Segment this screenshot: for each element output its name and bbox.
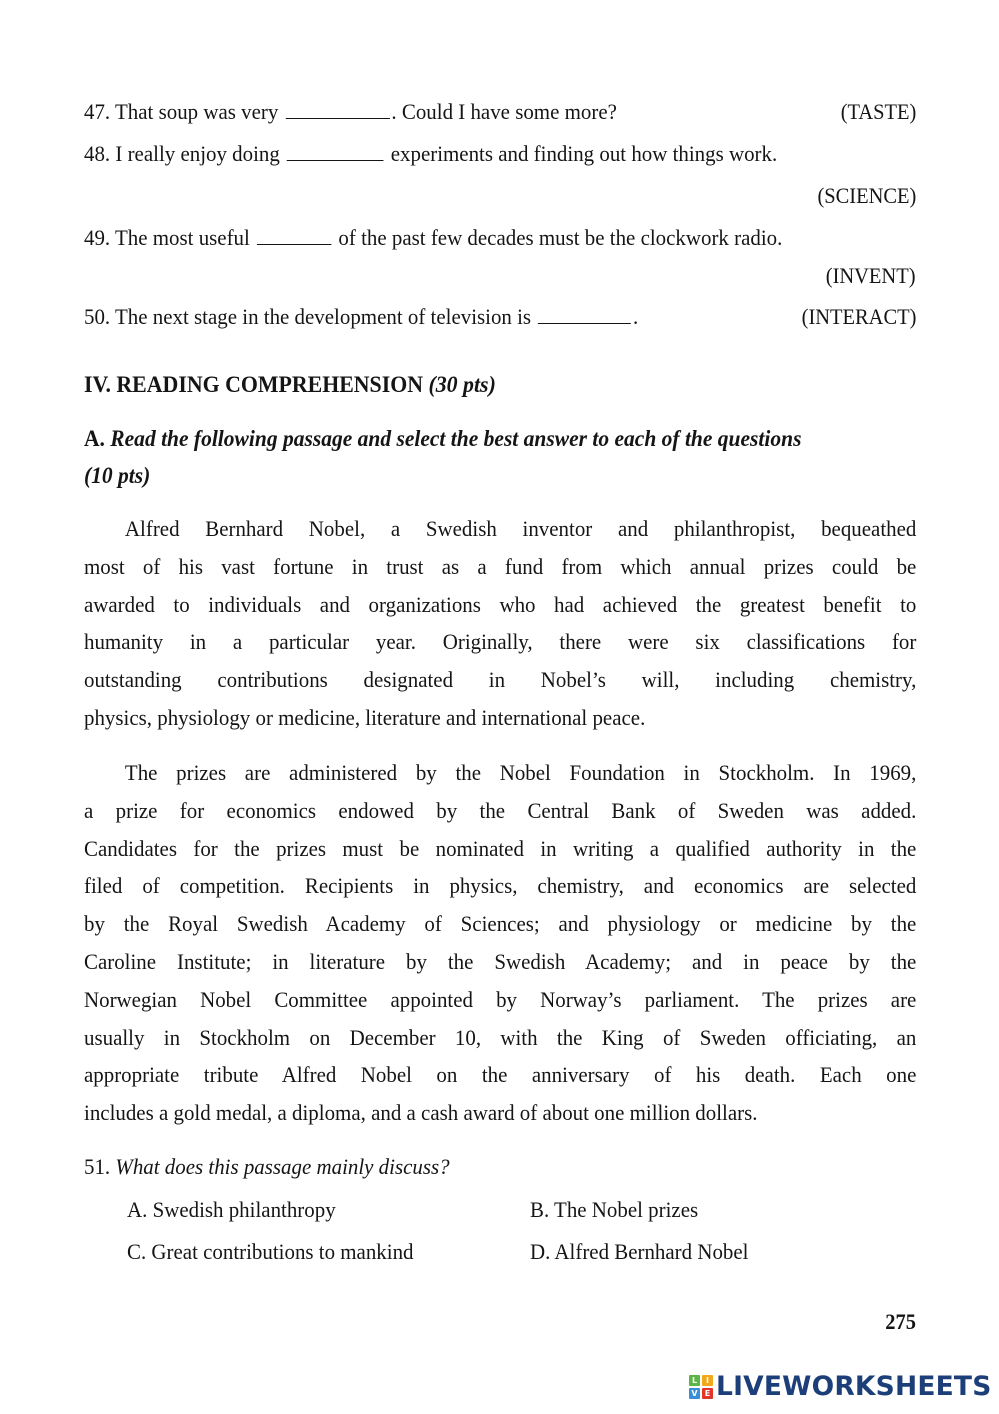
passage-line: by the Royal Swedish Academy of Sciences; and physiology or medicine by the: [84, 911, 917, 937]
item-text-after: .: [633, 304, 639, 329]
exercise-item-47: [84, 97, 858, 127]
exercise-item-50: [84, 302, 858, 332]
word-hint-47: (TASTE): [840, 99, 916, 124]
item-number: 47.: [84, 99, 111, 124]
passage-line: usually in Stockholm on December 10, with the King of Sweden officiating, an: [84, 1024, 917, 1050]
passage-line: physics, physiology or medicine, literature and international peace.: [84, 704, 646, 730]
passage-line: awarded to individuals and organizations who had achieved the greatest benefit to: [84, 591, 917, 617]
passage-line: filed of competition. Recipients in physics, chemistry, and economics are selected: [84, 873, 917, 899]
subsection-instruction: [84, 420, 916, 494]
passage-line: most of his vast fortune in trust as a fund from which annual prizes could be: [84, 553, 917, 579]
option-b[interactable]: B. The Nobel prizes: [530, 1197, 699, 1222]
passage-paragraph-2: [84, 754, 916, 1132]
item-number: 50.: [84, 304, 111, 329]
word-hint-50: (INTERACT): [801, 304, 916, 329]
item-number: 48.: [84, 141, 111, 166]
question-51: [84, 1152, 450, 1182]
item-text-after: experiments and finding out how things work.: [390, 141, 778, 166]
answer-blank-49[interactable]: [257, 226, 331, 245]
logo-cell-i: I: [702, 1375, 713, 1386]
logo-text: LIVEWORKSHEETS: [716, 1371, 992, 1402]
answer-blank-50[interactable]: [538, 305, 631, 324]
section-title-text: IV. READING COMPREHENSION: [84, 372, 423, 398]
word-hint-48: (SCIENCE): [817, 183, 916, 208]
item-text-before: The next stage in the development of television is: [115, 304, 532, 329]
option-a[interactable]: A. Swedish philanthropy: [127, 1197, 336, 1222]
subsection-instruction-text: Read the following passage and select the best answer to each of the questions: [110, 426, 802, 451]
passage-line: appropriate tribute Alfred Nobel on the anniversary of his death. Each one: [84, 1062, 917, 1088]
logo-cell-v: V: [689, 1388, 700, 1399]
answer-blank-48[interactable]: [287, 142, 384, 161]
passage-line: outstanding contributions designated in Nobel’s will, including chemistry,: [84, 667, 917, 693]
page-number: 275: [885, 1309, 916, 1334]
passage-line: The prizes are administered by the Nobel Foundation in Stockholm. In 1969,: [124, 760, 917, 785]
item-text-before: The most useful: [115, 225, 250, 250]
item-text-before: That soup was very: [115, 99, 279, 124]
passage-line: humanity in a particular year. Originally, there were six classifications for: [84, 629, 917, 655]
item-text-after: of the past few decades must be the clockwork radio.: [338, 225, 783, 250]
passage-line: Caroline Institute; in literature by the Swedish Academy; and in peace by the: [84, 948, 917, 974]
question-text: What does this passage mainly discuss?: [115, 1154, 450, 1179]
passage-line: includes a gold medal, a diploma, and a cash award of about one million dollars.: [84, 1100, 758, 1126]
logo-icon: [689, 1375, 713, 1399]
word-hint-49: (INVENT): [826, 263, 916, 288]
passage-paragraph-1: [84, 510, 916, 737]
passage-line: Norwegian Nobel Committee appointed by Norway’s parliament. The prizes are: [84, 986, 917, 1012]
item-text-after: . Could I have some more?: [391, 99, 617, 124]
section-points: (30 pts): [428, 372, 496, 398]
subsection-letter: A.: [84, 426, 105, 451]
passage-line: Candidates for the prizes must be nominated in writing a qualified authority in the: [84, 835, 917, 861]
item-text-before: I really enjoy doing: [115, 141, 280, 166]
item-number: 49.: [84, 225, 111, 250]
exercise-item-48: [84, 139, 858, 169]
option-c[interactable]: C. Great contributions to mankind: [127, 1239, 414, 1264]
question-number: 51.: [84, 1154, 111, 1179]
passage-line: a prize for economics endowed by the Central Bank of Sweden was added.: [84, 797, 917, 823]
section-title: [84, 369, 496, 401]
logo-cell-e: E: [702, 1388, 713, 1399]
answer-blank-47[interactable]: [285, 100, 389, 119]
subsection-points: (10 pts): [84, 463, 151, 488]
logo-cell-l: L: [689, 1375, 700, 1386]
passage-line: Alfred Bernhard Nobel, a Swedish inventor and philanthropist, bequeathed: [124, 516, 917, 541]
liveworksheets-logo[interactable]: [689, 1371, 992, 1402]
option-d[interactable]: D. Alfred Bernhard Nobel: [530, 1239, 749, 1264]
exercise-item-49: [84, 223, 858, 253]
